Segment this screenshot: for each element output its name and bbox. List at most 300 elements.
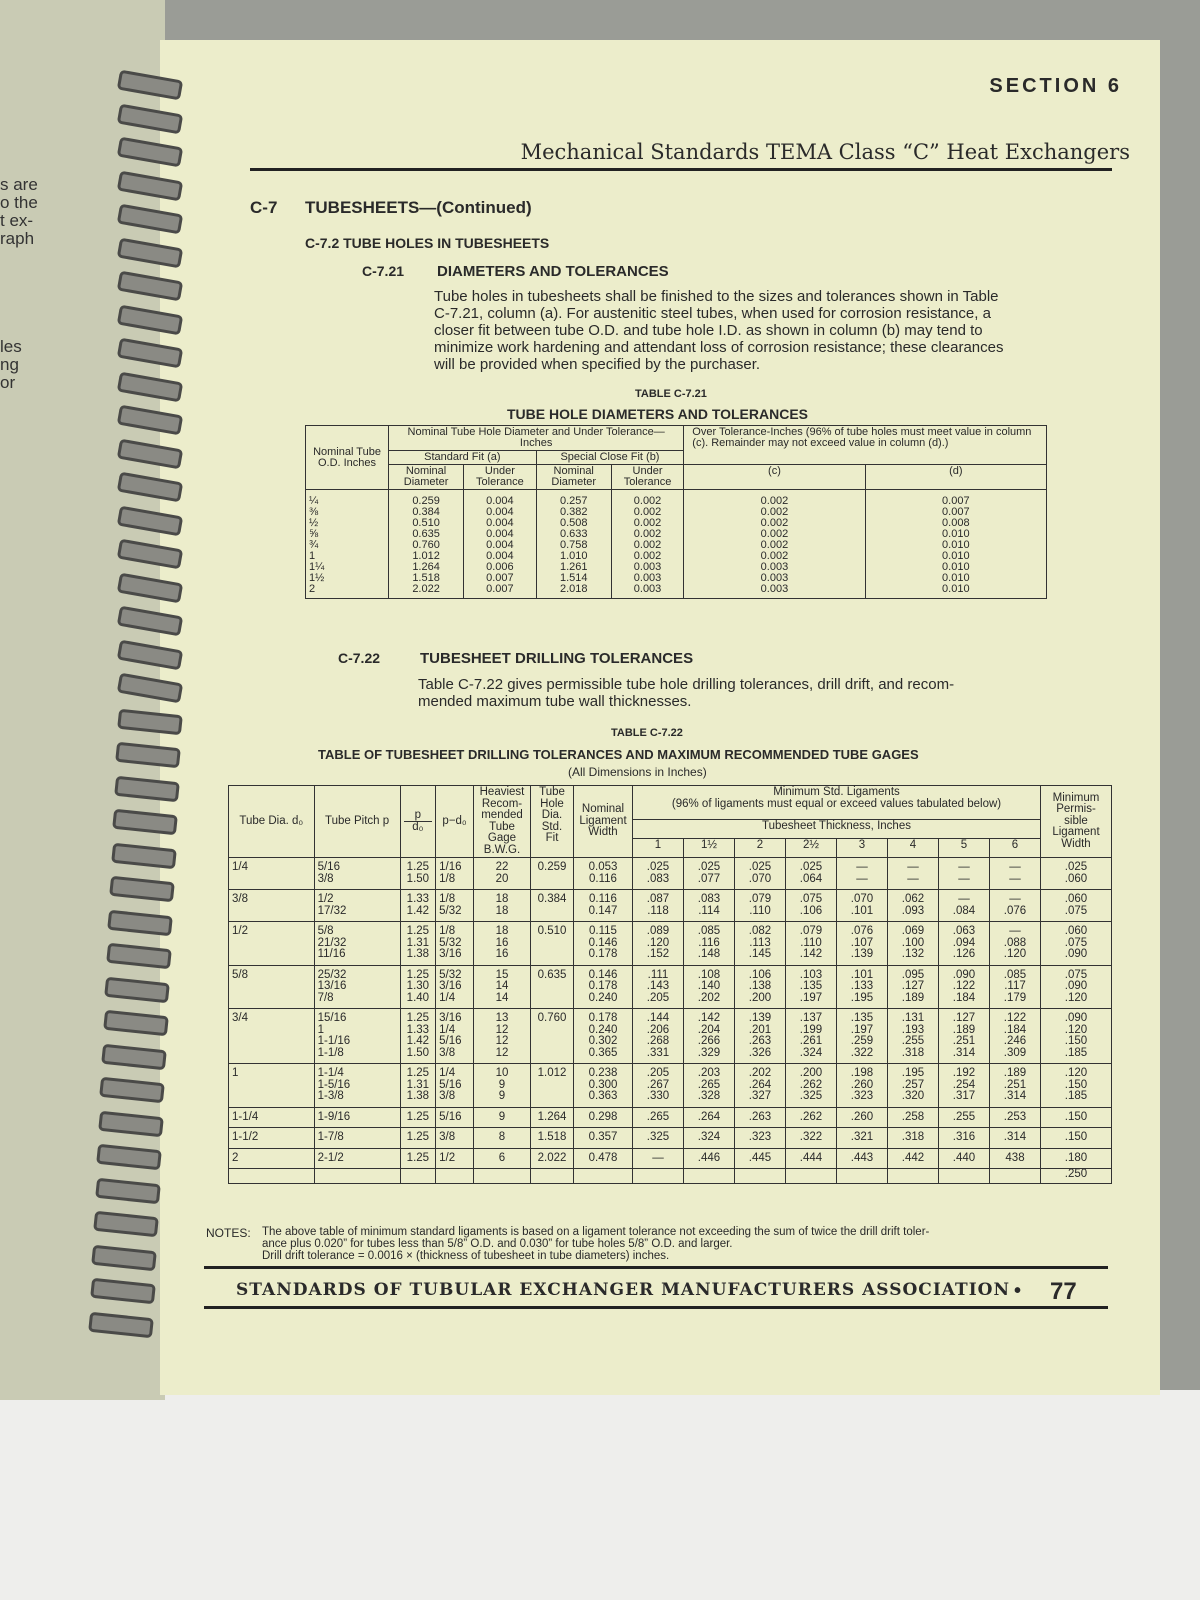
t1-h-a-dia: Nominal Diameter	[389, 465, 464, 490]
t2-value: .201	[748, 1023, 772, 1036]
binding-ring	[108, 909, 174, 936]
t2-value: .262	[799, 1110, 823, 1123]
t2-value: —	[958, 893, 970, 905]
t2-value: .085	[1003, 968, 1027, 981]
table-row	[229, 965, 1112, 1009]
t2-cell-t4	[888, 965, 939, 1009]
t2-value: 1.33	[406, 1023, 430, 1036]
t2-value: .318	[901, 1046, 925, 1059]
t1-cell: 2.018	[559, 583, 588, 595]
t1-cell: 0.007	[486, 572, 514, 584]
t2-cell-t2	[735, 965, 786, 1009]
t2-cell-t4	[888, 1148, 939, 1169]
t2-value: .090	[1064, 1012, 1088, 1024]
t2-value: .322	[799, 1131, 823, 1143]
t2-h-min-std-title: Minimum Std. Ligaments	[773, 786, 900, 798]
t1-cell: 0.003	[633, 572, 662, 584]
t1-cell: 0.004	[486, 495, 514, 507]
t2-cell-gage	[474, 1128, 531, 1149]
table1-title: TUBE HOLE DIAMETERS AND TOLERANCES	[507, 406, 809, 422]
t2-cell-t5	[939, 890, 990, 922]
t2-value: .323	[748, 1131, 772, 1143]
t2-value: 0.240	[588, 991, 618, 1004]
t2-value: 5/8	[232, 968, 248, 981]
t2-value: .133	[850, 980, 874, 992]
t2-value: .126	[952, 948, 976, 960]
t2-cell-empty	[939, 1169, 990, 1184]
t2-cell-ratio	[400, 858, 436, 890]
t2-value: 5/16	[439, 1035, 462, 1047]
t2-value: .064	[799, 872, 823, 885]
t2-cell-pitch	[314, 1009, 400, 1064]
paragraph-line: mended maximum tube wall thicknesses.	[418, 693, 692, 710]
left-page-fragment: or	[0, 373, 16, 392]
t2-value: 3/8	[232, 893, 248, 905]
t1-cell: 0.633	[559, 528, 588, 540]
table-c722	[228, 785, 1112, 1184]
t2-cell-gage	[474, 890, 531, 922]
t1-h-nominal-od: Nominal Tube O.D. Inches	[306, 426, 389, 490]
t1-cell: 0.635	[412, 528, 440, 540]
t2-value: .070	[748, 872, 772, 885]
t2-h-thk-7: 6	[990, 839, 1041, 858]
t2-cell-ratio	[400, 890, 436, 922]
t1-h-group: Nominal Tube Hole Diameter and Under Tolerance—Inches	[389, 426, 684, 451]
t2-cell-dia	[229, 1128, 315, 1149]
t1-cell: 2.022	[412, 583, 440, 595]
t2-value: .185	[1064, 1046, 1088, 1059]
t2-cell-t5	[939, 922, 990, 966]
t2-value: .090	[952, 968, 976, 981]
t2-value: 1/2	[232, 925, 248, 937]
left-page-fragment	[0, 302, 38, 320]
t1-cell: 0.010	[942, 550, 970, 562]
t2-value: .075	[1064, 936, 1088, 949]
t2-value: .255	[952, 1110, 976, 1123]
t1-h-c: (c)	[684, 465, 865, 490]
t2-value: 1.50	[406, 1046, 430, 1059]
t2-cell-t25	[786, 858, 837, 890]
t2-cell-dia	[229, 858, 315, 890]
table-row	[229, 1148, 1112, 1169]
t1-cell: 1.514	[559, 572, 588, 584]
t2-value: .251	[1003, 1078, 1027, 1091]
t1-cell: ¼	[309, 495, 319, 507]
table-row	[229, 1009, 1112, 1064]
t2-value: .202	[748, 1067, 772, 1079]
t2-value: 6	[498, 1151, 506, 1164]
t2-value: .267	[646, 1078, 670, 1091]
t2-cell-t2	[735, 1009, 786, 1064]
t2-cell-pitch	[314, 1148, 400, 1169]
t2-value: .025	[1064, 861, 1088, 873]
t2-cell-t1	[633, 890, 684, 922]
t2-cell-t6	[990, 1107, 1041, 1128]
t2-cell-nom	[574, 890, 633, 922]
t2-value: .180	[1064, 1151, 1088, 1164]
t1-cell: 1½	[309, 572, 325, 584]
t2-h-min-std	[633, 786, 1041, 820]
t2-cell-t3	[837, 1128, 888, 1149]
t2-value: 1.25	[406, 1131, 430, 1143]
t2-value: .060	[1064, 893, 1088, 905]
t2-value: 18	[495, 925, 509, 937]
t2-cell-hole	[531, 1148, 574, 1169]
t2-value: .060	[1064, 925, 1088, 937]
t1-cell: 0.006	[486, 561, 514, 573]
heading-c721-title: DIAMETERS AND TOLERANCES	[437, 263, 669, 280]
t1-cell: 0.002	[633, 506, 662, 518]
paragraph-c721	[434, 288, 1114, 373]
t2-value: 10	[495, 1067, 509, 1079]
t2-cell-t6	[990, 1064, 1041, 1108]
t2-value: .101	[850, 968, 874, 981]
t1-cell: 0.002	[760, 528, 789, 540]
t1-cell: 0.004	[486, 528, 514, 540]
t2-value: .025	[646, 861, 670, 873]
paragraph-c722	[418, 676, 1118, 710]
t2-cell-min	[1041, 922, 1112, 966]
t2-value: 0.760	[537, 1012, 567, 1024]
t2-value: 1.50	[406, 872, 430, 885]
t2-value: .101	[850, 904, 874, 917]
heading-c721-number: C-7.21	[362, 263, 405, 279]
t2-cell-t3	[837, 890, 888, 922]
binding-ring	[96, 1144, 162, 1171]
t2-value: .150	[1064, 1131, 1088, 1143]
t2-value: .331	[646, 1046, 670, 1059]
t1-cell: 1.012	[412, 550, 440, 562]
t2-value: .079	[748, 893, 772, 905]
t2-cell-t3	[837, 1148, 888, 1169]
t2-value: 0.178	[588, 980, 618, 992]
t2-cell-dia	[229, 1148, 315, 1169]
table-row	[229, 1169, 1112, 1184]
t2-cell-t3	[837, 922, 888, 966]
t2-h-hole: Tube Hole Dia. Std. Fit	[531, 786, 574, 858]
t2-cell-nom	[574, 1107, 633, 1128]
t2-value: 5/32	[439, 904, 462, 917]
t2-value: 25/32	[317, 968, 347, 981]
t2-cell-t2	[735, 922, 786, 966]
t1-cell: 0.002	[633, 517, 662, 529]
t2-value: .075	[1064, 968, 1088, 981]
t2-value: .120	[1064, 1023, 1088, 1036]
t2-value: 7/8	[317, 991, 334, 1004]
binding-ring	[109, 876, 175, 903]
t2-cell-empty	[474, 1169, 531, 1184]
t1-cell: 0.003	[633, 583, 662, 595]
t2-value: .316	[952, 1131, 976, 1143]
t2-value: 1	[232, 1067, 239, 1079]
t2-cell-hole	[531, 1128, 574, 1149]
t2-value: .442	[901, 1151, 925, 1164]
t2-cell-min	[1041, 1009, 1112, 1064]
t2-cell-t1	[633, 1009, 684, 1064]
t2-value: .083	[646, 872, 670, 885]
t2-value: 1.012	[537, 1067, 567, 1079]
t2-cell-empty	[531, 1169, 574, 1184]
t2-value: .122	[1003, 1012, 1027, 1024]
paragraph-line: Table C-7.22 gives permissible tube hole drilling tolerances, drill drift, and recom-	[418, 676, 955, 693]
t1-h-b-dia: Nominal Diameter	[536, 465, 611, 490]
t2-value: .443	[850, 1151, 874, 1164]
t2-value: .258	[901, 1110, 925, 1123]
t2-cell-t3	[837, 1009, 888, 1064]
t2-cell-t4	[888, 1128, 939, 1149]
t2-h-thk-2: 2	[735, 839, 786, 858]
t2-value: .140	[697, 980, 721, 992]
t2-value: .261	[799, 1035, 823, 1047]
t2-cell-t5	[939, 1107, 990, 1128]
t2-cell-pitch	[314, 922, 400, 966]
left-page-fragment	[0, 320, 38, 338]
t2-cell-pitch	[314, 965, 400, 1009]
t2-value: .444	[799, 1151, 823, 1164]
t2-cell-gage	[474, 965, 531, 1009]
t2-value: 3/8	[439, 1131, 456, 1143]
t2-value: 9	[498, 1090, 506, 1102]
t2-value: .090	[1064, 948, 1088, 960]
t2-value: .203	[697, 1067, 721, 1079]
header-rule	[250, 168, 1112, 171]
t1-cell: 0.010	[942, 583, 970, 595]
t2-cell-t3	[837, 1064, 888, 1108]
binding-ring	[90, 1278, 156, 1305]
t2-value: .198	[850, 1067, 874, 1079]
t2-value: 12	[495, 1035, 509, 1047]
t2-value: 1.42	[406, 904, 430, 917]
t2-value: .184	[1003, 1023, 1027, 1036]
t2-value: 1.25	[406, 1012, 430, 1024]
t2-value: .089	[646, 925, 670, 937]
t2-value: 1/4	[439, 1067, 456, 1079]
t2-value: .264	[748, 1078, 772, 1091]
t2-cell-t25	[786, 922, 837, 966]
t2-value: 11/16	[317, 948, 346, 960]
t2-value: .185	[1064, 1090, 1088, 1102]
t2-value: .070	[850, 893, 874, 905]
binding-ring	[98, 1110, 164, 1137]
t2-value: .093	[901, 904, 925, 917]
t2-value: .195	[901, 1067, 925, 1079]
t1-col-col_b_tol	[611, 490, 683, 599]
t2-cell-ratio	[400, 1128, 436, 1149]
t2-cell-t6	[990, 858, 1041, 890]
binding-ring	[93, 1211, 159, 1238]
t1-cell: 0.004	[486, 506, 514, 518]
t2-value: 1/2	[317, 893, 334, 905]
heading-c722-title: TUBESHEET DRILLING TOLERANCES	[420, 650, 694, 667]
t1-cell: 2	[309, 583, 316, 595]
t2-cell-t15	[684, 1009, 735, 1064]
t2-value: 5/16	[439, 1078, 462, 1091]
table-row	[229, 1064, 1112, 1108]
t2-value: 18	[495, 904, 509, 917]
t2-h-ratio-bottom: d₀	[412, 821, 424, 833]
t2-cell-ratio	[400, 1107, 436, 1128]
t2-cell-t6	[990, 965, 1041, 1009]
t2-cell-pmd	[436, 890, 474, 922]
t2-value: 0.300	[588, 1078, 618, 1091]
t2-cell-t15	[684, 1148, 735, 1169]
t2-value: .260	[850, 1078, 874, 1091]
t2-cell-t4	[888, 922, 939, 966]
t2-cell-ratio	[400, 1009, 436, 1064]
t2-cell-t1	[633, 1128, 684, 1149]
t2-value: .260	[850, 1110, 874, 1123]
t2-cell-hole	[531, 890, 574, 922]
t1-cell: 0.002	[760, 550, 789, 562]
t1-cell: 0.008	[942, 517, 970, 529]
t2-value: .135	[799, 980, 823, 992]
t1-cell: 0.007	[942, 495, 970, 507]
t2-value: .060	[1064, 872, 1088, 885]
paragraph-line: Tube holes in tubesheets shall be finished to the sizes and tolerances shown in Table	[434, 288, 999, 305]
t1-cell: ½	[309, 517, 319, 529]
t2-value: 5/32	[439, 936, 462, 949]
footer-rule-top	[204, 1266, 1108, 1269]
t1-col-col_b_dia	[536, 490, 611, 599]
t2-cell-t25	[786, 1107, 837, 1128]
t2-h-thk-0: 1	[633, 839, 684, 858]
t2-cell-min	[1041, 1064, 1112, 1108]
t2-value: 21/32	[317, 936, 347, 949]
t2-cell-t4	[888, 1064, 939, 1108]
t2-value: .324	[697, 1131, 721, 1143]
t2-cell-t4	[888, 890, 939, 922]
t2-value: —	[907, 861, 919, 873]
t2-value: .095	[901, 968, 925, 981]
t2-value: .090	[1064, 980, 1088, 992]
t2-value: .082	[748, 925, 772, 937]
t2-value: 5/16	[439, 1110, 462, 1123]
t2-value: .132	[901, 948, 925, 960]
t2-cell-min	[1041, 858, 1112, 890]
t2-h-thk-5: 4	[888, 839, 939, 858]
t2-cell-pmd	[436, 1107, 474, 1128]
t2-value: .262	[799, 1078, 823, 1091]
t2-cell-t25	[786, 965, 837, 1009]
t2-value: .117	[1004, 980, 1026, 992]
t2-value: 0.363	[588, 1090, 618, 1102]
t2-cell-nom	[574, 1064, 633, 1108]
t2-value: .025	[748, 861, 772, 873]
t2-value: 5/32	[439, 968, 462, 981]
t2-cell-gage	[474, 1064, 531, 1108]
t1-cell: 1.264	[412, 561, 440, 573]
t2-cell-min	[1041, 890, 1112, 922]
t2-h-thk-4: 3	[837, 839, 888, 858]
t1-cell: 0.259	[412, 495, 440, 507]
t2-value: .263	[748, 1110, 772, 1123]
t2-cell-hole	[531, 1107, 574, 1128]
t2-value: —	[1009, 925, 1021, 937]
t2-cell-empty	[436, 1169, 474, 1184]
t2-cell-t4	[888, 858, 939, 890]
t2-value: .197	[799, 991, 823, 1004]
t2-cell-nom	[574, 922, 633, 966]
t2-cell-gage	[474, 1009, 531, 1064]
t2-value: 1/4	[439, 991, 456, 1004]
t1-cell: 0.002	[633, 550, 662, 562]
left-page-fragment: t ex-	[0, 211, 34, 230]
t2-cell-gage	[474, 1107, 531, 1128]
t2-value: 0.178	[588, 1012, 618, 1024]
t1-cell: 0.010	[942, 528, 970, 540]
t2-value: .206	[646, 1023, 670, 1036]
t2-cell-empty	[574, 1169, 633, 1184]
t2-cell-t3	[837, 965, 888, 1009]
t2-value: .144	[646, 1012, 670, 1024]
t2-value: 3/4	[232, 1012, 248, 1024]
t2-cell-gage	[474, 1148, 531, 1169]
t2-value: 1.42	[406, 1035, 430, 1047]
t1-h-standard: Standard Fit (a)	[389, 451, 537, 465]
t1-cell: 1.010	[559, 550, 588, 562]
t2-value: 1/8	[439, 872, 456, 885]
binding-ring	[100, 1077, 166, 1104]
t2-value: .152	[646, 948, 670, 960]
t2-value: 2	[232, 1151, 239, 1164]
t1-cell: 1	[309, 550, 316, 562]
t2-cell-empty	[735, 1169, 786, 1184]
t2-cell-gage	[474, 922, 531, 966]
t2-cell-t15	[684, 1128, 735, 1149]
t2-h-thickness: Tubesheet Thickness, Inches	[633, 820, 1041, 839]
t2-cell-pmd	[436, 965, 474, 1009]
t1-cell: 1.518	[412, 572, 440, 584]
t2-value: .138	[748, 980, 772, 992]
t2-value: 14	[495, 980, 509, 992]
t2-value: .088	[1003, 936, 1027, 949]
t1-h-b-tol: Under Tolerance	[611, 465, 683, 490]
notes-line-1: The above table of minimum standard ligaments is based on a ligament tolerance not exceeding the sum of twice the drill drift toler-	[262, 1226, 930, 1238]
t2-cell-t5	[939, 965, 990, 1009]
t2-value: 22	[495, 861, 509, 873]
t2-value: 12	[495, 1023, 509, 1036]
t2-cell-t15	[684, 922, 735, 966]
t2-cell-dia	[229, 1064, 315, 1108]
t2-value: 16	[495, 948, 509, 960]
t2-value: —	[907, 872, 919, 885]
t2-value: .150	[1064, 1078, 1088, 1091]
t2-value: 3/8	[317, 872, 334, 885]
t1-cell: 0.257	[559, 495, 588, 507]
t2-value: 1.25	[406, 1151, 430, 1164]
t2-value: 18	[495, 893, 509, 905]
t2-cell-t6	[990, 1148, 1041, 1169]
t2-value: 9	[498, 1078, 506, 1091]
t2-value: 1.31	[406, 936, 430, 949]
t2-cell-nom	[574, 858, 633, 890]
t2-value: .254	[952, 1078, 976, 1091]
t2-cell-t25	[786, 1148, 837, 1169]
t2-value: .127	[952, 1012, 976, 1024]
t2-value: 1.40	[406, 991, 430, 1004]
t2-cell-t1	[633, 922, 684, 966]
t1-cell: 0.002	[760, 506, 789, 518]
footer-rule-bottom	[204, 1306, 1108, 1309]
notes-line-3: Drill drift tolerance = 0.0016 × (thickness of tubesheet in tube diameters) inches.	[262, 1250, 670, 1262]
t2-value: 0.238	[588, 1067, 618, 1079]
t2-value: .137	[799, 1012, 823, 1024]
t2-cell-nom	[574, 1148, 633, 1169]
table2-title: TABLE OF TUBESHEET DRILLING TOLERANCES AND MAXIMUM RECOMMENDED TUBE GAGES	[318, 747, 919, 762]
t2-value: .150	[1064, 1035, 1088, 1047]
t2-value: .200	[799, 1067, 823, 1079]
t2-value: .108	[697, 968, 721, 981]
